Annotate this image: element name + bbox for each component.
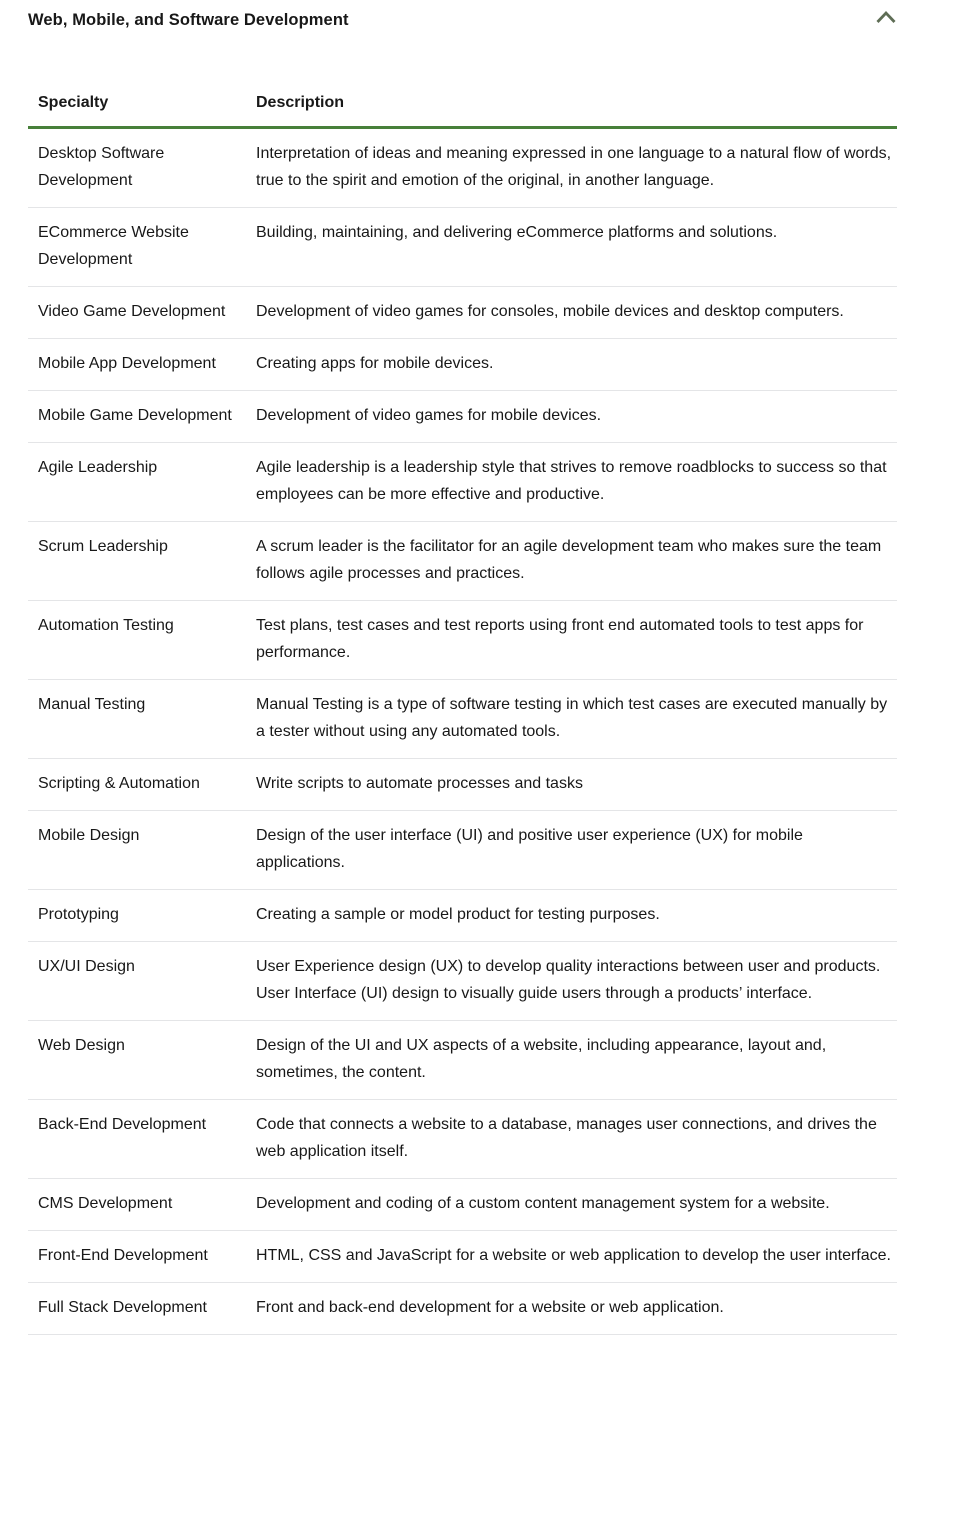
- description-cell: Interpretation of ideas and meaning expressed in one language to a natural flow of words, true to the spirit and emotion of the original, in another language.: [246, 128, 897, 208]
- specialty-cell: ECommerce Website Development: [28, 208, 246, 287]
- description-cell: Code that connects a website to a database, manages user connections, and drives the web application itself.: [246, 1100, 897, 1179]
- description-cell: Development of video games for mobile devices.: [246, 391, 897, 443]
- table-row: [28, 1100, 897, 1179]
- table-row: [28, 601, 897, 680]
- specialty-cell: Mobile Design: [28, 811, 246, 890]
- specialty-cell: Video Game Development: [28, 287, 246, 339]
- table-row: [28, 811, 897, 890]
- specialty-cell: UX/UI Design: [28, 942, 246, 1021]
- column-header-description: Description: [246, 92, 897, 128]
- table-row: [28, 391, 897, 443]
- specialty-cell: Agile Leadership: [28, 443, 246, 522]
- description-cell: Test plans, test cases and test reports using front end automated tools to test apps for performance.: [246, 601, 897, 680]
- specialty-cell: Desktop Software Development: [28, 128, 246, 208]
- specialty-cell: Automation Testing: [28, 601, 246, 680]
- description-cell: Front and back-end development for a website or web application.: [246, 1283, 897, 1335]
- description-cell: Agile leadership is a leadership style that strives to remove roadblocks to success so that employees can be more effective and productive.: [246, 443, 897, 522]
- description-cell: Creating apps for mobile devices.: [246, 339, 897, 391]
- specialty-cell: Web Design: [28, 1021, 246, 1100]
- table-row: [28, 522, 897, 601]
- description-cell: Creating a sample or model product for testing purposes.: [246, 890, 897, 942]
- table-row: [28, 208, 897, 287]
- table-body: [28, 128, 897, 1335]
- table-row: [28, 1283, 897, 1335]
- specialty-cell: Prototyping: [28, 890, 246, 942]
- description-cell: Design of the user interface (UI) and positive user experience (UX) for mobile applications.: [246, 811, 897, 890]
- table-row: [28, 1231, 897, 1283]
- specialty-cell: Scrum Leadership: [28, 522, 246, 601]
- specialty-cell: Back-End Development: [28, 1100, 246, 1179]
- specialty-cell: CMS Development: [28, 1179, 246, 1231]
- table-header-row: [28, 92, 897, 128]
- description-cell: Manual Testing is a type of software testing in which test cases are executed manually by a tester without using any automated tools.: [246, 680, 897, 759]
- description-cell: A scrum leader is the facilitator for an agile development team who makes sure the team follows agile processes and practices.: [246, 522, 897, 601]
- table-row: [28, 128, 897, 208]
- collapse-button[interactable]: [875, 8, 897, 24]
- table-row: [28, 443, 897, 522]
- specialties-table: [28, 92, 897, 1335]
- chevron-up-icon: [875, 10, 897, 24]
- description-cell: Write scripts to automate processes and tasks: [246, 759, 897, 811]
- table-row: [28, 1179, 897, 1231]
- section-title: Web, Mobile, and Software Development: [28, 11, 349, 29]
- description-cell: User Experience design (UX) to develop quality interactions between user and products. User Interface (UI) design to visually guide users through a products’ interface.: [246, 942, 897, 1021]
- specialty-cell: Scripting & Automation: [28, 759, 246, 811]
- table-row: [28, 890, 897, 942]
- table-row: [28, 942, 897, 1021]
- specialty-cell: Front-End Development: [28, 1231, 246, 1283]
- table-row: [28, 287, 897, 339]
- description-cell: Development of video games for consoles, mobile devices and desktop computers.: [246, 287, 897, 339]
- description-cell: HTML, CSS and JavaScript for a website or web application to develop the user interface.: [246, 1231, 897, 1283]
- panel-header: [28, 8, 897, 32]
- table-row: [28, 759, 897, 811]
- specialty-cell: Mobile App Development: [28, 339, 246, 391]
- description-cell: Building, maintaining, and delivering eCommerce platforms and solutions.: [246, 208, 897, 287]
- column-header-specialty: Specialty: [28, 92, 246, 128]
- table-row: [28, 339, 897, 391]
- description-cell: Development and coding of a custom content management system for a website.: [246, 1179, 897, 1231]
- specialty-cell: Mobile Game Development: [28, 391, 246, 443]
- description-cell: Design of the UI and UX aspects of a website, including appearance, layout and, sometimes, the content.: [246, 1021, 897, 1100]
- specialty-cell: Full Stack Development: [28, 1283, 246, 1335]
- table-row: [28, 1021, 897, 1100]
- table-row: [28, 680, 897, 759]
- specialty-cell: Manual Testing: [28, 680, 246, 759]
